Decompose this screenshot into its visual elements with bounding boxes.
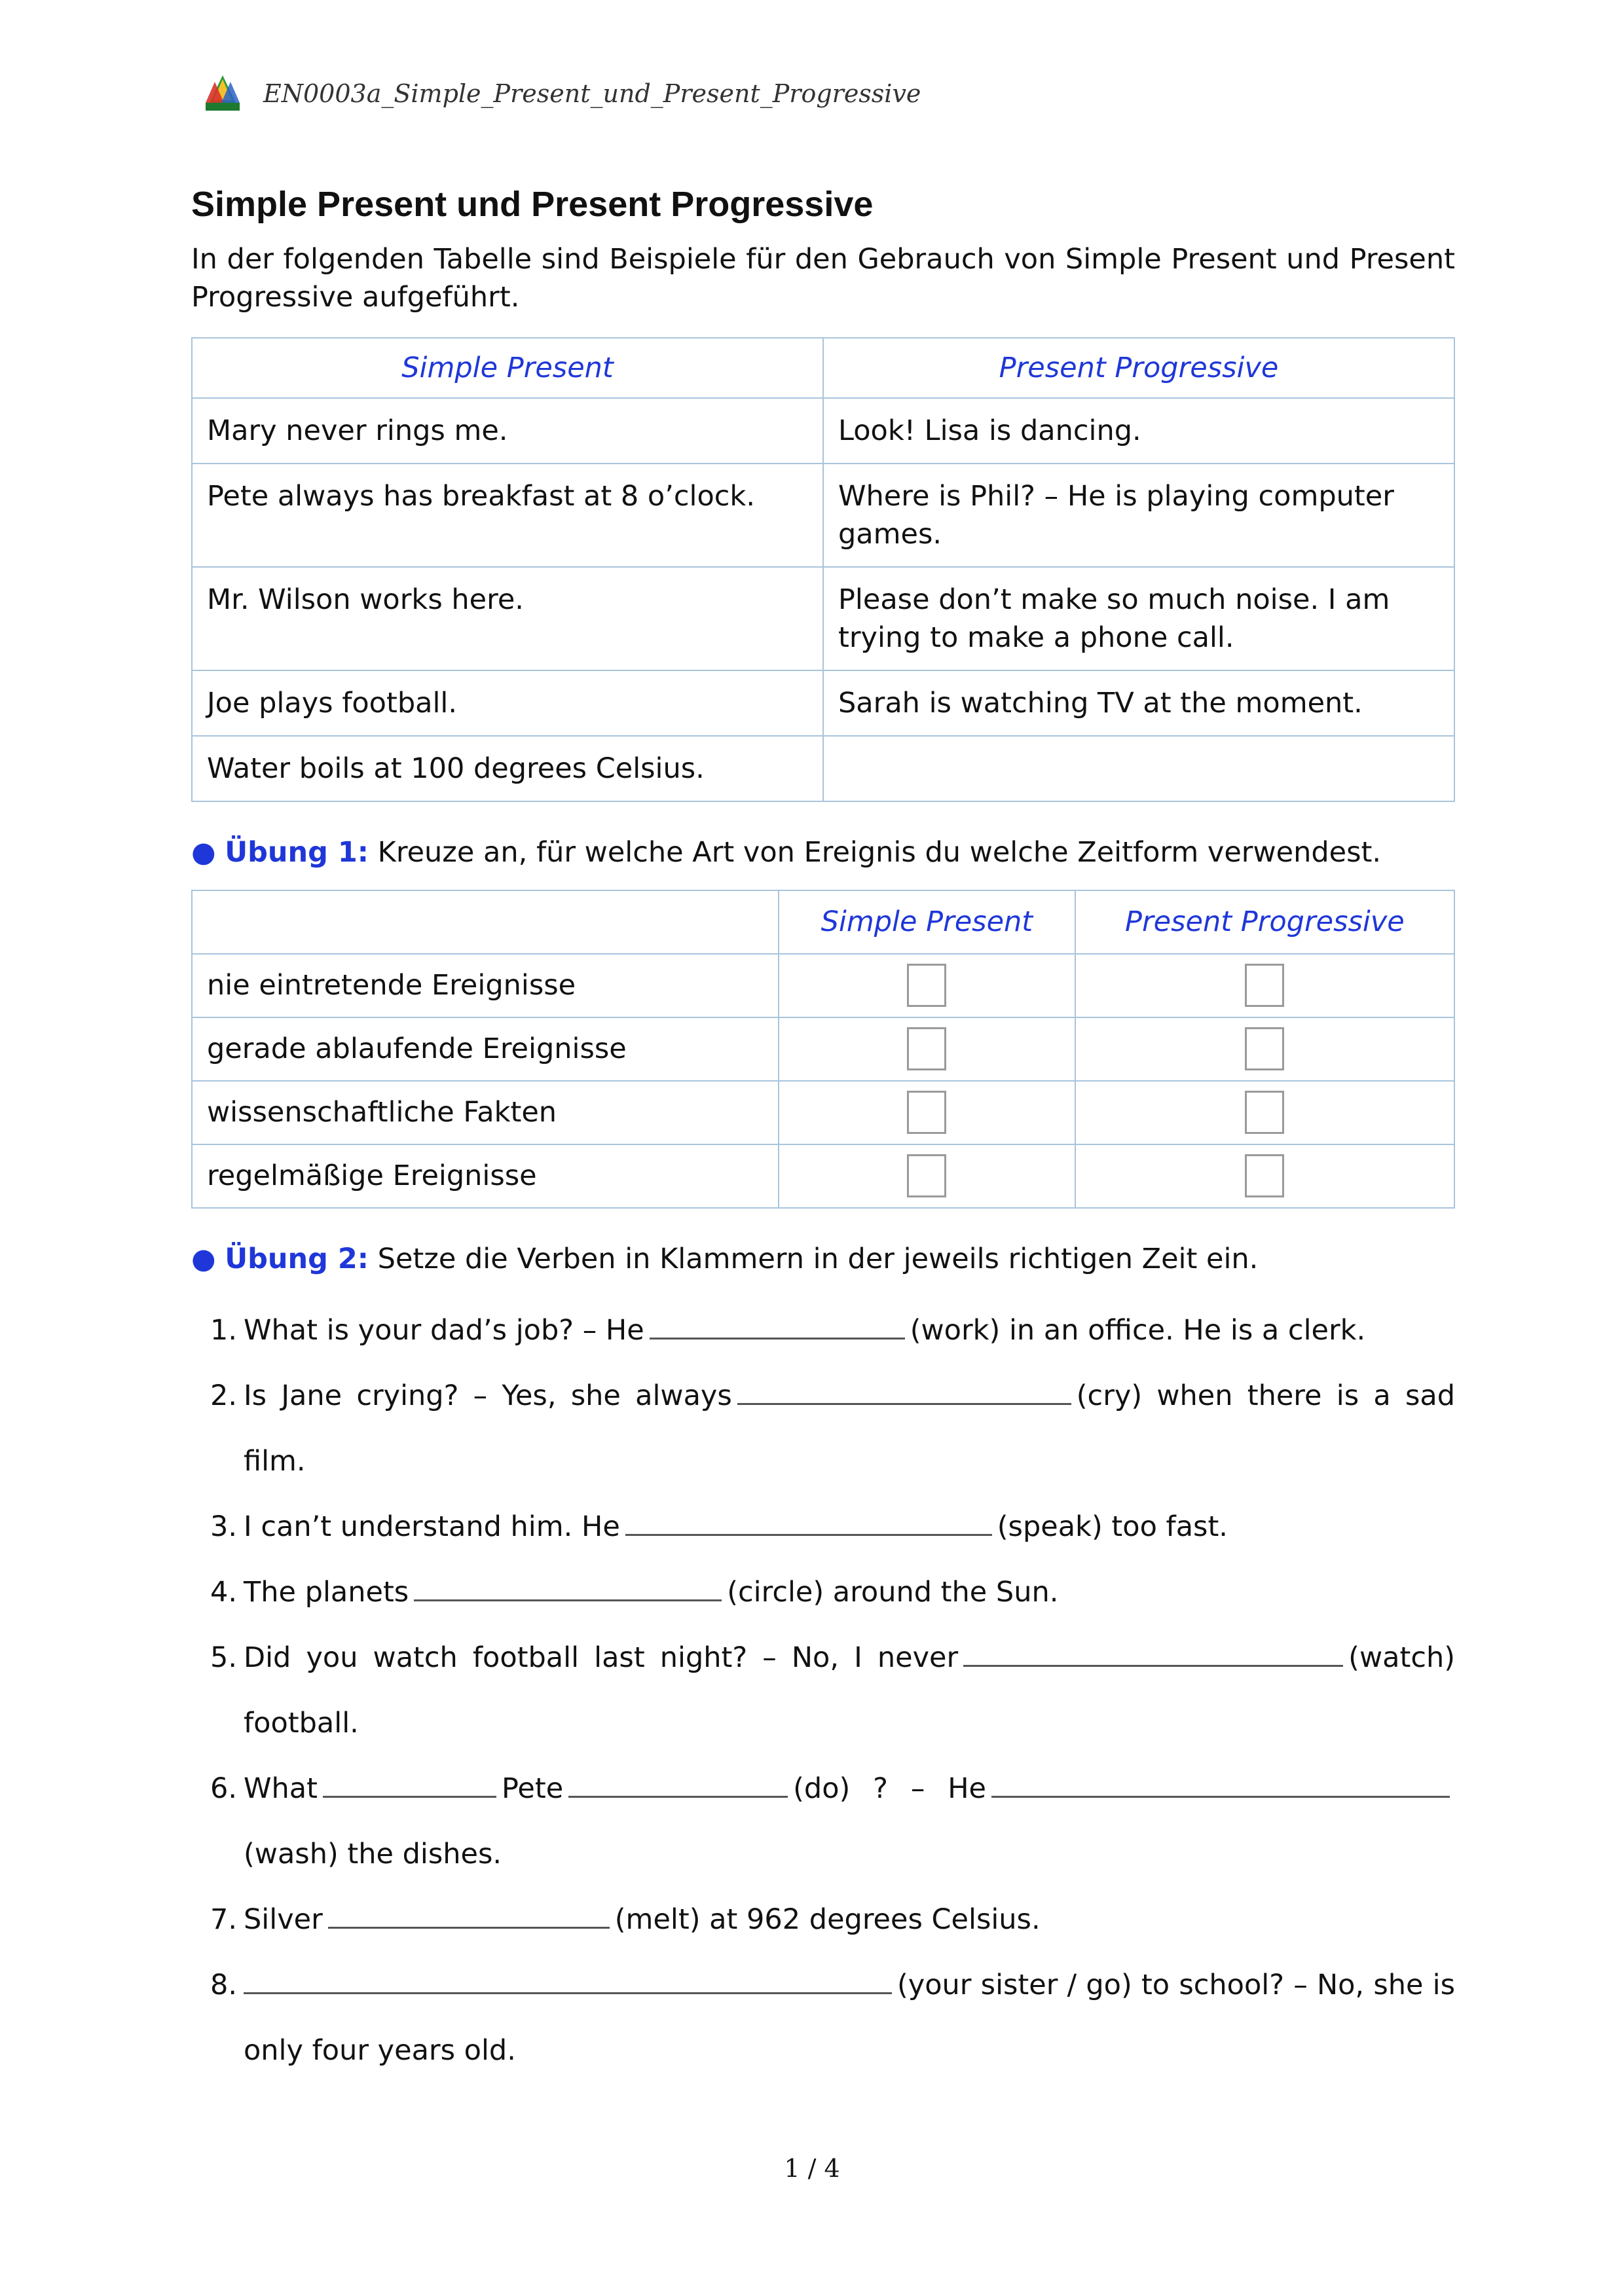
list-item xyxy=(191,1494,1455,1559)
answer-blank[interactable] xyxy=(737,1372,1071,1405)
exercise1-table xyxy=(191,890,1455,1209)
task-text: I can’t understand him. He xyxy=(244,1510,620,1543)
task-text: Silver xyxy=(244,1903,323,1936)
exercise2-instruction: Setze die Verben in Klammern in der jeweils richtigen Zeit ein. xyxy=(377,1242,1259,1275)
event-type-label: wissenschaftliche Fakten xyxy=(192,1081,779,1144)
simple-present-checkbox[interactable] xyxy=(907,1154,946,1197)
example-cell xyxy=(823,736,1454,801)
exercise1-heading xyxy=(191,833,1455,871)
task-text: (cry) when there is a sad film. xyxy=(244,1379,1455,1478)
simple-present-checkbox[interactable] xyxy=(907,1091,946,1134)
task-text: (work) in an office. He is a clerk. xyxy=(910,1313,1366,1347)
example-cell: Where is Phil? – He is playing computer games. xyxy=(823,464,1454,567)
example-cell: Please don’t make so much noise. I am trying to make a phone call. xyxy=(823,567,1454,670)
table-row xyxy=(192,464,1454,567)
present-progressive-checkbox[interactable] xyxy=(1245,1091,1284,1134)
bullet-icon: ● xyxy=(191,835,216,869)
event-type-label: nie eintretende Ereignisse xyxy=(192,954,779,1017)
example-cell: Sarah is watching TV at the moment. xyxy=(823,670,1454,736)
task-number: 4. xyxy=(210,1575,237,1609)
intro-text: In der folgenden Tabelle sind Beispiele für den Gebrauch von Simple Present und Present Progressive aufgeführt. xyxy=(191,242,1455,314)
task-text: What xyxy=(244,1772,318,1805)
exercise1-label: Übung 1: xyxy=(225,835,369,869)
task-text: Pete xyxy=(501,1772,564,1805)
table-row xyxy=(192,1081,1454,1144)
example-cell: Pete always has breakfast at 8 o’clock. xyxy=(192,464,823,567)
example-cell: Mr. Wilson works here. xyxy=(192,567,823,670)
task-text: (your sister / go) to school? – No, she is only four years old. xyxy=(244,1968,1455,2067)
task-text: (circle) around the Sun. xyxy=(727,1575,1059,1609)
present-progressive-checkbox[interactable] xyxy=(1245,1154,1284,1197)
task-number: 6. xyxy=(210,1772,237,1805)
task-text: (wash) the dishes. xyxy=(244,1837,502,1870)
exercise1-instruction: Kreuze an, für welche Art von Ereignis du welche Zeitform verwendest. xyxy=(377,835,1382,869)
example-cell: Look! Lisa is dancing. xyxy=(823,398,1454,464)
answer-blank[interactable] xyxy=(991,1764,1450,1798)
task-text: What is your dad’s job? – He xyxy=(244,1313,644,1347)
example-cell: Joe plays football. xyxy=(192,670,823,736)
simple-present-checkbox[interactable] xyxy=(907,964,946,1007)
answer-blank[interactable] xyxy=(650,1306,905,1339)
table-row xyxy=(192,1144,1454,1208)
task-number: 8. xyxy=(210,1968,237,2001)
example-cell: Water boils at 100 degrees Celsius. xyxy=(192,736,823,801)
table-row xyxy=(192,736,1454,801)
table-row xyxy=(192,1017,1454,1081)
bullet-icon: ● xyxy=(191,1242,216,1275)
examples-table xyxy=(191,337,1455,802)
exercise2-tasks xyxy=(191,1298,1455,2083)
list-item xyxy=(191,1887,1455,1952)
answer-blank[interactable] xyxy=(414,1568,722,1601)
task-text: (do) ? – He xyxy=(793,1772,986,1805)
worksheet-content xyxy=(191,183,1455,2083)
page-header xyxy=(202,71,921,117)
event-type-label: gerade ablaufende Ereignisse xyxy=(192,1017,779,1081)
page-title: Simple Present und Present Progressive xyxy=(191,185,874,224)
list-item xyxy=(191,1559,1455,1625)
answer-blank[interactable] xyxy=(625,1503,992,1536)
present-progressive-checkbox[interactable] xyxy=(1245,964,1284,1007)
list-item xyxy=(191,1952,1455,2083)
answer-blank[interactable] xyxy=(244,1961,892,1994)
task-text: (watch) football. xyxy=(244,1641,1455,1740)
exercise1-header-simple-present: Simple Present xyxy=(779,890,1075,954)
exercise2-label: Übung 2: xyxy=(225,1242,369,1275)
task-number: 2. xyxy=(210,1379,237,1412)
table-row xyxy=(192,954,1454,1017)
answer-blank[interactable] xyxy=(328,1895,610,1929)
table-row xyxy=(192,670,1454,736)
document-id: EN0003a_Simple_Present_und_Present_Progressive xyxy=(263,79,921,108)
list-item xyxy=(191,1298,1455,1363)
answer-blank[interactable] xyxy=(963,1633,1343,1667)
list-item xyxy=(191,1363,1455,1494)
task-number: 3. xyxy=(210,1510,237,1543)
task-text: (melt) at 962 degrees Celsius. xyxy=(614,1903,1041,1936)
examples-header-present-progressive: Present Progressive xyxy=(823,338,1454,398)
lernwelt-logo-icon xyxy=(202,73,244,115)
exercise1-header-empty xyxy=(192,890,779,954)
list-item xyxy=(191,1756,1455,1887)
list-item xyxy=(191,1625,1455,1756)
task-text: (speak) too fast. xyxy=(997,1510,1228,1543)
task-number: 5. xyxy=(210,1641,237,1674)
task-text: Did you watch football last night? – No, I never xyxy=(244,1641,959,1674)
task-text: Is Jane crying? – Yes, she always xyxy=(244,1379,732,1412)
table-row xyxy=(192,398,1454,464)
answer-blank[interactable] xyxy=(323,1764,496,1798)
page-number: 1 / 4 xyxy=(784,2154,840,2183)
task-text: The planets xyxy=(244,1575,409,1609)
task-number: 7. xyxy=(210,1903,237,1936)
task-number: 1. xyxy=(210,1313,237,1347)
simple-present-checkbox[interactable] xyxy=(907,1027,946,1070)
event-type-label: regelmäßige Ereignisse xyxy=(192,1144,779,1208)
example-cell: Mary never rings me. xyxy=(192,398,823,464)
exercise1-header-present-progressive: Present Progressive xyxy=(1075,890,1454,954)
table-row xyxy=(192,567,1454,670)
present-progressive-checkbox[interactable] xyxy=(1245,1027,1284,1070)
exercise2-heading xyxy=(191,1240,1455,1278)
answer-blank[interactable] xyxy=(568,1764,788,1798)
examples-header-simple-present: Simple Present xyxy=(192,338,823,398)
